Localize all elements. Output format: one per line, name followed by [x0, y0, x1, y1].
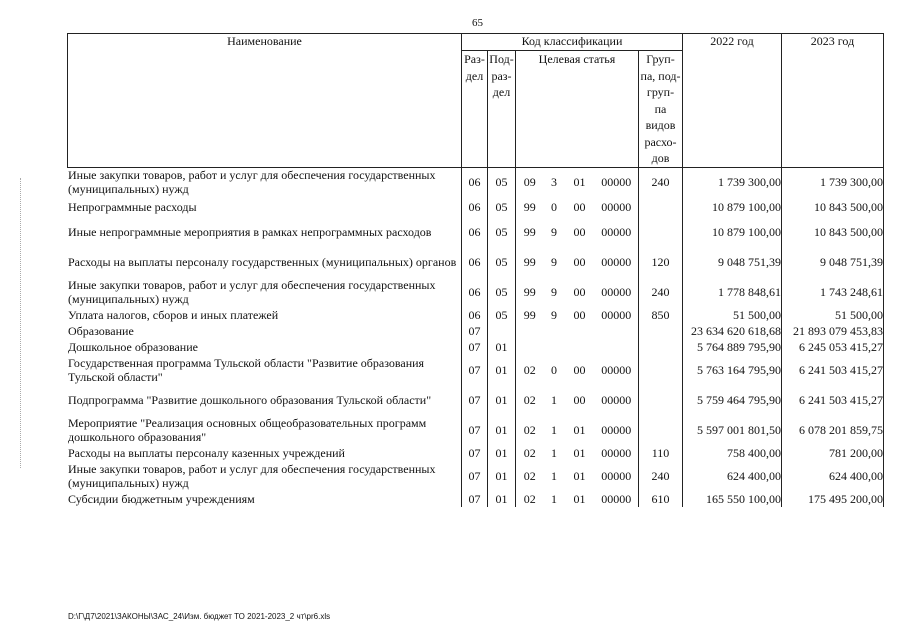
row-target-program: 02	[523, 393, 536, 407]
row-target-subprogram	[544, 339, 565, 355]
row-subsection: 05	[488, 307, 516, 323]
row-amount-2022: 624 400,00	[683, 461, 782, 491]
row-target-direction	[595, 323, 639, 339]
row-target-subprogram: 1	[551, 423, 557, 437]
row-expense-group	[639, 197, 683, 217]
table-row	[68, 167, 884, 197]
row-name: Расходы на выплаты персоналу государственных (муниципальных) органов	[68, 247, 462, 277]
row-amount-2023: 51 500,00	[782, 307, 884, 323]
header-expense-group: Груп- па, под- груп- па видов расхо- дов	[639, 51, 683, 168]
header-section: Раз- дел	[462, 51, 488, 168]
row-target-program: 02	[523, 446, 536, 460]
row-target-program: 02	[523, 423, 536, 437]
row-target-subprogram: 1	[551, 446, 557, 460]
row-section: 07	[462, 415, 488, 445]
row-amount-2023: 175 495 200,00	[782, 491, 884, 507]
row-section: 06	[462, 197, 488, 217]
row-target-subprogram: 9	[551, 285, 557, 299]
row-section: 07	[462, 323, 488, 339]
row-name: Иные закупки товаров, работ и услуг для обеспечения государственных (муниципальных) нужд	[68, 277, 462, 307]
row-subsection: 05	[488, 217, 516, 247]
row-section: 07	[462, 461, 488, 491]
header-target-article: Целевая статья	[516, 51, 639, 168]
row-amount-2023: 781 200,00	[782, 445, 884, 461]
row-target-event: 00	[573, 393, 586, 407]
row-subsection: 05	[488, 197, 516, 217]
row-expense-group: 610	[639, 491, 683, 507]
table-row	[68, 247, 884, 277]
row-name: Государственная программа Тульской области "Развитие образования Тульской области"	[68, 355, 462, 385]
row-target-subprogram: 1	[551, 393, 557, 407]
table-row	[68, 491, 884, 507]
row-name: Иные закупки товаров, работ и услуг для обеспечения государственных (муниципальных) нужд	[68, 167, 462, 197]
row-target-program: 02	[523, 469, 536, 483]
row-target-event: 00	[573, 363, 586, 377]
row-subsection: 01	[488, 355, 516, 385]
row-target-program: 09	[523, 175, 536, 190]
row-name: Уплата налогов, сборов и иных платежей	[68, 307, 462, 323]
row-expense-group: 240	[639, 277, 683, 307]
table-row	[68, 307, 884, 323]
table-body	[68, 167, 884, 507]
margin-dotted-line	[20, 178, 22, 468]
row-amount-2023: 624 400,00	[782, 461, 884, 491]
row-section: 06	[462, 277, 488, 307]
row-name: Непрограммные расходы	[68, 197, 462, 217]
row-target-event: 01	[573, 446, 586, 460]
row-subsection: 05	[488, 277, 516, 307]
page-number: 65	[472, 17, 483, 29]
row-target-event	[565, 339, 595, 355]
table-row	[68, 461, 884, 491]
header-name: Наименование	[68, 34, 462, 168]
row-amount-2022: 1 778 848,61	[683, 277, 782, 307]
row-subsection: 01	[488, 339, 516, 355]
row-name: Дошкольное образование	[68, 339, 462, 355]
row-target-program: 99	[523, 225, 536, 239]
row-section: 07	[462, 355, 488, 385]
row-amount-2022: 1 739 300,00	[683, 167, 782, 197]
row-amount-2022: 10 879 100,00	[683, 197, 782, 217]
row-subsection: 05	[488, 167, 516, 197]
row-target-event: 00	[573, 255, 586, 269]
row-expense-group	[639, 217, 683, 247]
table-row	[68, 197, 884, 217]
table-row	[68, 415, 884, 445]
row-target-direction: 00000	[595, 307, 639, 323]
budget-table	[67, 33, 884, 507]
row-target-subprogram: 0	[551, 363, 557, 377]
row-amount-2023: 21 893 079 453,83	[782, 323, 884, 339]
row-target-program	[516, 339, 544, 355]
row-name: Подпрограмма "Развитие дошкольного образования Тульской области"	[68, 385, 462, 415]
table-row	[68, 339, 884, 355]
row-target-subprogram: 9	[551, 308, 557, 322]
row-target-program: 02	[523, 363, 536, 377]
row-amount-2023: 9 048 751,39	[782, 247, 884, 277]
row-target-subprogram: 1	[551, 469, 557, 483]
row-target-program	[516, 323, 544, 339]
row-expense-group	[639, 323, 683, 339]
row-subsection: 01	[488, 461, 516, 491]
row-target-direction: 00000	[595, 247, 639, 277]
row-target-subprogram	[544, 323, 565, 339]
row-expense-group: 240	[639, 461, 683, 491]
row-amount-2023: 6 241 503 415,27	[782, 385, 884, 415]
row-target-subprogram: 9	[551, 255, 557, 269]
row-target-direction	[595, 339, 639, 355]
row-target-program: 99	[523, 285, 536, 299]
row-subsection: 01	[488, 415, 516, 445]
row-target-direction: 00000	[595, 461, 639, 491]
row-amount-2023: 6 241 503 415,27	[782, 355, 884, 385]
row-subsection: 01	[488, 445, 516, 461]
row-section: 07	[462, 339, 488, 355]
row-target-direction: 00000	[595, 385, 639, 415]
row-section: 06	[462, 247, 488, 277]
row-subsection: 05	[488, 247, 516, 277]
row-amount-2022: 5 763 164 795,90	[683, 355, 782, 385]
row-target-subprogram: 3	[551, 175, 557, 190]
row-target-program: 02	[523, 492, 536, 506]
row-section: 06	[462, 307, 488, 323]
row-target-direction: 00000	[595, 445, 639, 461]
row-section: 06	[462, 217, 488, 247]
table-row	[68, 277, 884, 307]
file-path-footer: D:\Г\Д7\2021\ЗАКОНЫ\ЗАС_24\Изм. бюджет ТО 2021-2023_2 чт\pr6.xls	[68, 612, 331, 621]
row-expense-group: 240	[639, 167, 683, 197]
row-name: Расходы на выплаты персоналу казенных учреждений	[68, 445, 462, 461]
row-name: Иные закупки товаров, работ и услуг для обеспечения государственных (муниципальных) нужд	[68, 461, 462, 491]
row-target-event: 01	[573, 175, 586, 190]
row-target-event	[565, 323, 595, 339]
row-amount-2023: 1 743 248,61	[782, 277, 884, 307]
row-target-event: 00	[573, 225, 586, 239]
row-amount-2022: 51 500,00	[683, 307, 782, 323]
row-amount-2022: 23 634 620 618,68	[683, 323, 782, 339]
row-target-direction: 00000	[595, 355, 639, 385]
row-amount-2023: 10 843 500,00	[782, 217, 884, 247]
row-amount-2022: 758 400,00	[683, 445, 782, 461]
row-target-direction: 00000	[595, 197, 639, 217]
row-amount-2022: 10 879 100,00	[683, 217, 782, 247]
row-section: 06	[462, 167, 488, 197]
row-subsection	[488, 323, 516, 339]
table-row	[68, 385, 884, 415]
row-expense-group: 120	[639, 247, 683, 277]
row-section: 07	[462, 385, 488, 415]
row-amount-2023: 1 739 300,00	[782, 167, 884, 197]
row-target-subprogram: 0	[551, 200, 557, 214]
row-target-event: 01	[573, 492, 586, 506]
row-name: Иные непрограммные мероприятия в рамках непрограммных расходов	[68, 217, 462, 247]
row-target-direction: 00000	[595, 415, 639, 445]
row-section: 07	[462, 491, 488, 507]
row-target-event: 01	[573, 469, 586, 483]
row-expense-group	[639, 339, 683, 355]
row-target-program: 99	[523, 255, 536, 269]
row-target-event: 01	[573, 423, 586, 437]
header-year-2022: 2022 год	[683, 34, 782, 168]
header-year-2023: 2023 год	[782, 34, 884, 168]
row-amount-2022: 5 764 889 795,90	[683, 339, 782, 355]
row-amount-2023: 6 245 053 415,27	[782, 339, 884, 355]
row-expense-group	[639, 385, 683, 415]
row-target-direction: 00000	[595, 167, 639, 197]
row-target-direction: 00000	[595, 277, 639, 307]
row-expense-group: 850	[639, 307, 683, 323]
row-target-subprogram: 9	[551, 225, 557, 239]
row-target-subprogram: 1	[551, 492, 557, 506]
row-name: Мероприятие "Реализация основных общеобразовательных программ дошкольного образования"	[68, 415, 462, 445]
row-amount-2023: 6 078 201 859,75	[782, 415, 884, 445]
row-expense-group	[639, 355, 683, 385]
row-amount-2023: 10 843 500,00	[782, 197, 884, 217]
row-name: Образование	[68, 323, 462, 339]
table-row	[68, 217, 884, 247]
row-target-direction: 00000	[595, 491, 639, 507]
row-target-event: 00	[573, 285, 586, 299]
row-amount-2022: 5 759 464 795,90	[683, 385, 782, 415]
row-subsection: 01	[488, 385, 516, 415]
row-name: Субсидии бюджетным учреждениям	[68, 491, 462, 507]
row-amount-2022: 9 048 751,39	[683, 247, 782, 277]
row-expense-group: 110	[639, 445, 683, 461]
row-expense-group	[639, 415, 683, 445]
header-subsection: Под- раз- дел	[488, 51, 516, 168]
row-amount-2022: 165 550 100,00	[683, 491, 782, 507]
row-section: 07	[462, 445, 488, 461]
table-row	[68, 323, 884, 339]
table-row	[68, 445, 884, 461]
row-target-event: 00	[573, 308, 586, 322]
row-amount-2022: 5 597 001 801,50	[683, 415, 782, 445]
row-target-program: 99	[523, 308, 536, 322]
header-classification: Код классификации	[462, 34, 683, 51]
row-target-program: 99	[523, 200, 536, 214]
table-row	[68, 355, 884, 385]
row-subsection: 01	[488, 491, 516, 507]
row-target-event: 00	[573, 200, 586, 214]
row-target-direction: 00000	[595, 217, 639, 247]
